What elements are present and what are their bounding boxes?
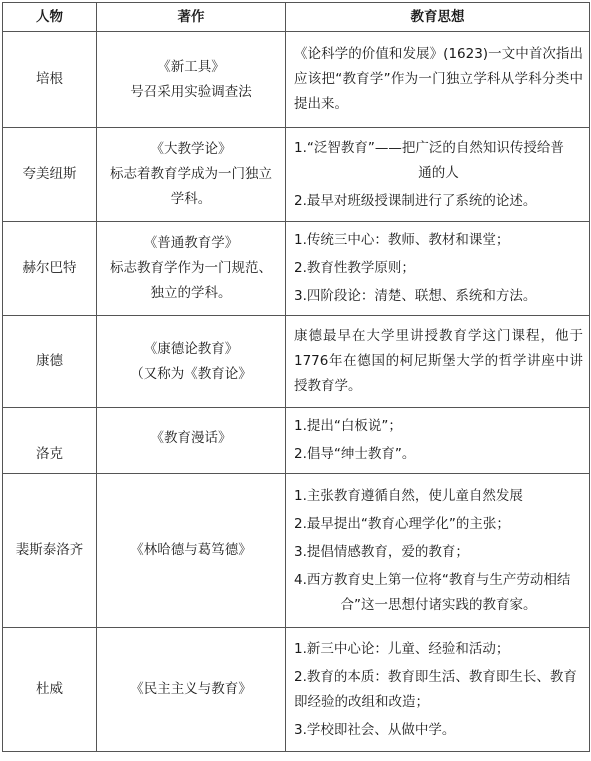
work-note: 标志着教育学成为一门独立 <box>110 166 272 182</box>
thought-point-continued: 即经验的改组和改造； <box>294 693 429 710</box>
thought-cell <box>286 316 590 408</box>
work-title: 《教育漫话》 <box>150 430 232 446</box>
thought-point <box>294 568 583 618</box>
thought-point-continued: 通的人 <box>418 164 459 181</box>
thought-point-text: 1.“泛智教育”——把广泛的自然知识传授给普 <box>294 139 564 156</box>
table-row-herbart <box>3 222 590 316</box>
person-cell: 杜威 <box>3 628 97 752</box>
thought-point: 3.四阶段论：清楚、联想、系统和方法。 <box>294 288 537 304</box>
person-cell: 赫尔巴特 <box>3 222 97 316</box>
thought-point: 1.主张教育遵循自然，使儿童自然发展 <box>294 487 523 504</box>
work-note: 独立的学科。 <box>150 285 232 301</box>
person-cell: 培根 <box>3 32 97 128</box>
thought-point: 3.学校即社会、从做中学。 <box>294 721 456 738</box>
education-thinkers-table <box>2 2 590 752</box>
thought-point: 3.提倡情感教育，爱的教育； <box>294 543 469 560</box>
work-note: （又称为《教育论》 <box>130 365 252 382</box>
thought-point: 1.传统三中心：教师、教材和课堂； <box>294 232 510 248</box>
work-cell <box>97 316 286 408</box>
thought-cell <box>286 32 590 128</box>
thought-cell <box>286 474 590 628</box>
thought-cell <box>286 128 590 222</box>
thought-point <box>294 136 583 186</box>
work-cell <box>97 628 286 752</box>
work-title: 《普通教育学》 <box>143 235 239 251</box>
work-title: 《民主主义与教育》 <box>130 681 252 697</box>
thought-point-text: 2.教育的本质：教育即生活、教育即生长、教育 <box>294 668 577 685</box>
person-cell: 康德 <box>3 316 97 408</box>
header-thought: 教育思想 <box>286 3 590 32</box>
work-cell <box>97 408 286 474</box>
header-row <box>3 3 590 32</box>
work-title: 《康德论教育》 <box>143 340 239 357</box>
thought-point <box>294 189 583 214</box>
thought-point-continued: 合”这一思想付诸实践的教育家。 <box>340 596 537 613</box>
header-work: 著作 <box>97 3 286 32</box>
thought-cell <box>286 408 590 474</box>
thought-point: 2.最早提出“教育心理学化”的主张； <box>294 515 510 532</box>
table-row-bacon <box>3 32 590 128</box>
person-cell: 夸美纽斯 <box>3 128 97 222</box>
thought-text: 《论科学的价值和发展》(1623)一文中首次指出应该把“教育学”作为一门独立学科从学科分类中提出来。 <box>294 46 583 112</box>
work-title: 《新工具》 <box>157 58 225 75</box>
table-row-locke <box>3 408 590 474</box>
work-cell <box>97 474 286 628</box>
thought-point: 1.提出“白板说”； <box>294 418 402 434</box>
thought-cell <box>286 222 590 316</box>
work-cell <box>97 32 286 128</box>
work-note: 标志教育学作为一门规范、 <box>110 260 272 276</box>
thought-point: 1.新三中心论：儿童、经验和活动； <box>294 640 510 657</box>
work-cell <box>97 128 286 222</box>
person-cell: 洛克 <box>3 408 97 474</box>
work-note: 号召采用实验调查法 <box>130 83 252 100</box>
work-title: 《大教学论》 <box>150 141 232 157</box>
thought-point-text: 2.最早对班级授课制进行了系统的论述。 <box>294 192 537 209</box>
table-row-pestalozzi <box>3 474 590 628</box>
person-cell: 裴斯泰洛齐 <box>3 474 97 628</box>
thought-text: 康德最早在大学里讲授教育学这门课程，他于1776年在德国的柯尼斯堡大学的哲学讲座中讲授教育学。 <box>294 328 583 394</box>
work-note: 学科。 <box>170 191 212 207</box>
header-person: 人物 <box>3 3 97 32</box>
thought-point: 2.倡导“绅士教育”。 <box>294 446 416 462</box>
thought-point <box>294 665 583 715</box>
work-title: 《林哈德与葛笃德》 <box>130 542 252 558</box>
table-row-kant <box>3 316 590 408</box>
table-row-comenius <box>3 128 590 222</box>
thought-point: 2.教育性教学原则； <box>294 260 415 276</box>
thought-point-text: 4.西方教育史上第一位将“教育与生产劳动相结 <box>294 571 571 588</box>
thought-cell <box>286 628 590 752</box>
work-cell <box>97 222 286 316</box>
table-row-dewey <box>3 628 590 752</box>
